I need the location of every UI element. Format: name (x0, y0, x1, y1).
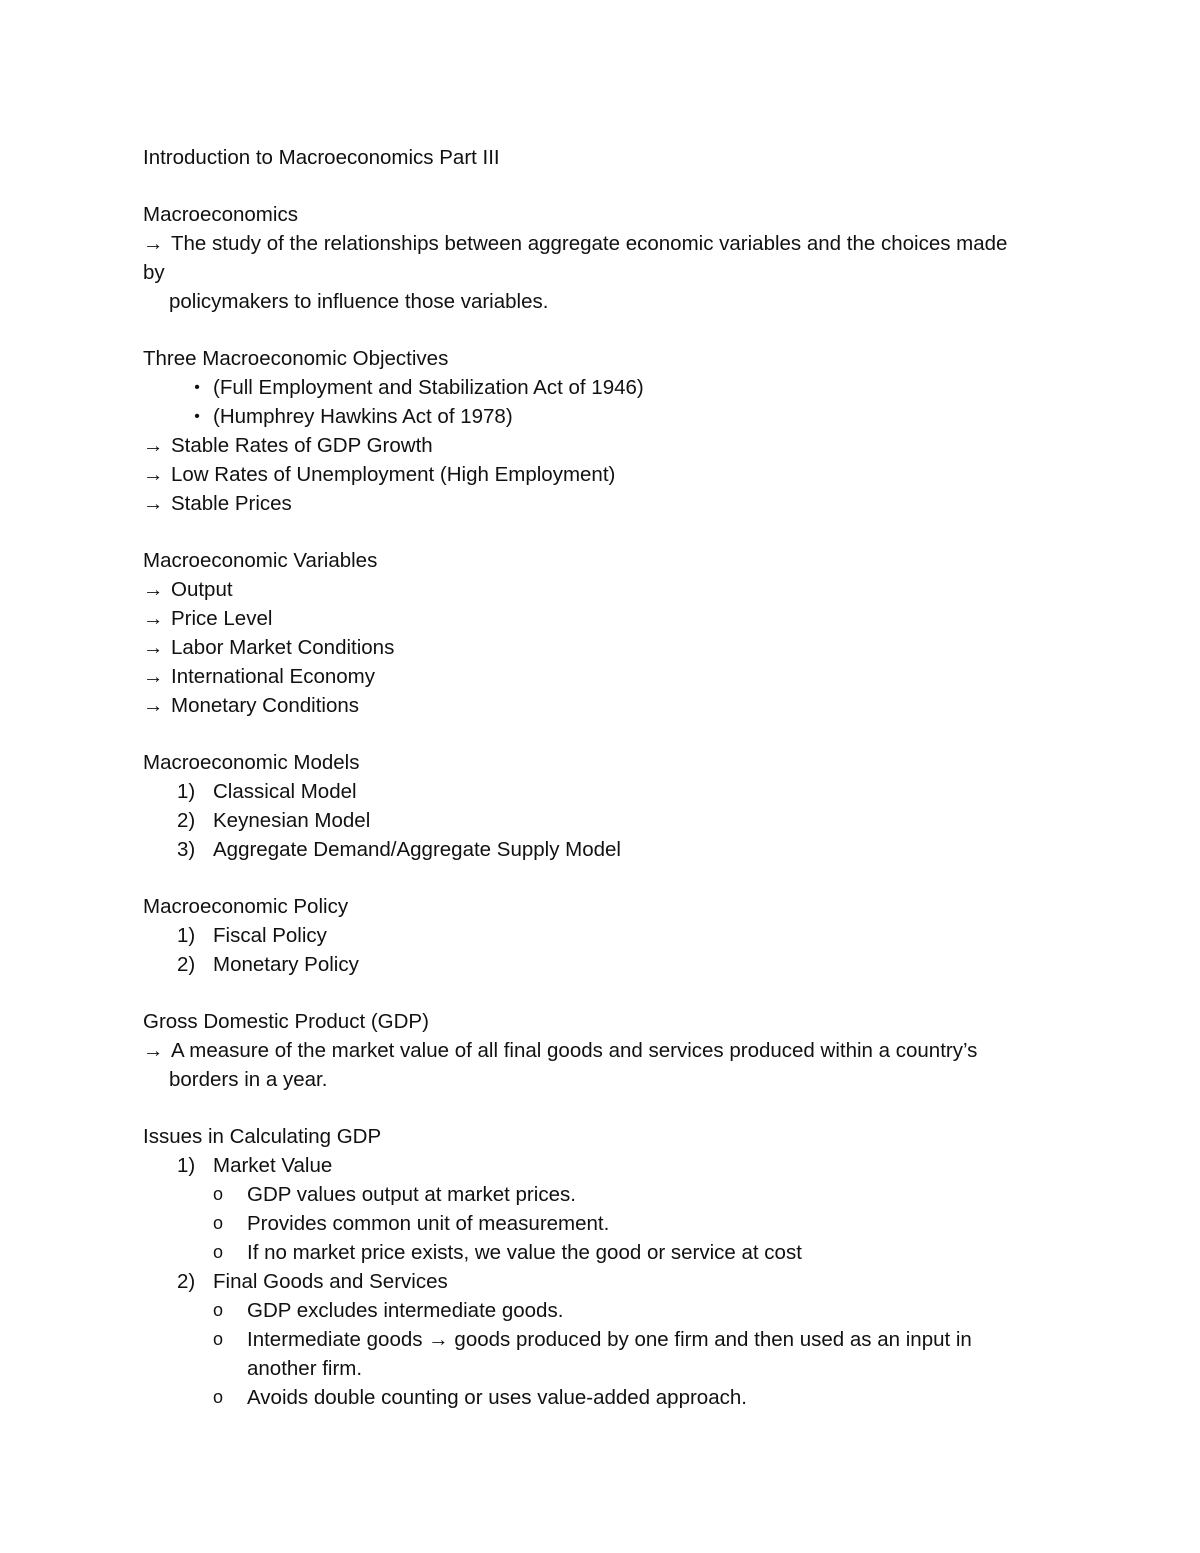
spacer (143, 518, 1063, 546)
circle-bullet-icon: o (213, 1213, 224, 1233)
list-item-act: • (Humphrey Hawkins Act of 1978) (143, 402, 1063, 431)
arrow-icon: → (143, 434, 164, 457)
list-number: 3) (177, 838, 196, 861)
section-heading-objectives: Three Macroeconomic Objectives (143, 347, 449, 370)
list-item-model: 3) Aggregate Demand/Aggregate Supply Model (143, 835, 1063, 864)
definition-text: The study of the relationships between aggregate economic variables and the choices made (171, 232, 1008, 255)
arrow-icon: → (143, 665, 164, 688)
spacer (143, 316, 1063, 344)
list-number: 2) (177, 1270, 196, 1293)
macro-definition-line-2: by (143, 261, 165, 284)
list-item-objective: → Stable Prices (143, 489, 1063, 518)
list-item-issue: 1) Market Value (143, 1151, 1063, 1180)
bullet-icon: • (194, 408, 200, 425)
list-item-objective: → Low Rates of Unemployment (High Employment) (143, 460, 1063, 489)
circle-bullet-icon: o (213, 1329, 224, 1349)
list-item-objective: → Stable Rates of GDP Growth (143, 431, 1063, 460)
spacer (143, 172, 1063, 200)
arrow-icon: → (143, 636, 164, 659)
circle-bullet-icon: o (213, 1242, 224, 1262)
sub-list-item: o Avoids double counting or uses value-added approach. (143, 1383, 1063, 1412)
sub-list-item: o Provides common unit of measurement. (143, 1209, 1063, 1238)
sub-list-item (143, 1325, 1063, 1383)
list-number: 2) (177, 953, 196, 976)
arrow-icon: → (143, 232, 164, 255)
document-page (143, 143, 1063, 1412)
circle-bullet-icon: o (213, 1300, 224, 1320)
term-definition: goods produced by one firm and then used as an input in another firm. (247, 1328, 972, 1380)
list-item-variable: → Price Level (143, 604, 1063, 633)
macro-definition-line-1 (143, 229, 1063, 258)
list-item-issue: 2) Final Goods and Services (143, 1267, 1063, 1296)
arrow-icon: → (143, 463, 164, 486)
document-title: Introduction to Macroeconomics Part III (143, 146, 500, 169)
gdp-definition-line-1: → A measure of the market value of all final goods and services produced within a country’s (143, 1036, 1063, 1065)
section-heading-models: Macroeconomic Models (143, 751, 360, 774)
arrow-icon: → (143, 694, 164, 717)
arrow-icon: → (143, 1039, 164, 1062)
bullet-icon: • (194, 379, 200, 396)
circle-bullet-icon: o (213, 1184, 224, 1204)
section-heading-gdp: Gross Domestic Product (GDP) (143, 1010, 429, 1033)
spacer (143, 864, 1063, 892)
list-item-model: 2) Keynesian Model (143, 806, 1063, 835)
term: Intermediate goods (247, 1328, 423, 1351)
arrow-icon: → (143, 578, 164, 601)
list-number: 1) (177, 1154, 196, 1177)
arrow-icon: → (143, 492, 164, 515)
list-item-variable: → Output (143, 575, 1063, 604)
list-item-policy: 1) Fiscal Policy (143, 921, 1063, 950)
spacer (143, 979, 1063, 1007)
list-item-act: • (Full Employment and Stabilization Act of 1946) (143, 373, 1063, 402)
section-heading-policy: Macroeconomic Policy (143, 895, 349, 918)
spacer (143, 720, 1063, 748)
circle-bullet-icon: o (213, 1387, 224, 1407)
sub-list-item: o GDP excludes intermediate goods. (143, 1296, 1063, 1325)
list-number: 2) (177, 809, 196, 832)
list-item-variable: → Labor Market Conditions (143, 633, 1063, 662)
section-heading-issues: Issues in Calculating GDP (143, 1125, 382, 1148)
section-heading-macroeconomics: Macroeconomics (143, 203, 298, 226)
arrow-icon: → (143, 607, 164, 630)
list-number: 1) (177, 924, 196, 947)
spacer (143, 1094, 1063, 1122)
list-number: 1) (177, 780, 196, 803)
list-item-variable: → International Economy (143, 662, 1063, 691)
section-heading-variables: Macroeconomic Variables (143, 549, 378, 572)
arrow-icon: → (428, 1328, 449, 1351)
gdp-definition-line-2: borders in a year. (169, 1068, 328, 1091)
sub-list-item: o If no market price exists, we value the good or service at cost (143, 1238, 1063, 1267)
macro-definition-line-3: policymakers to influence those variables. (169, 290, 549, 313)
list-item-variable: → Monetary Conditions (143, 691, 1063, 720)
list-item-policy: 2) Monetary Policy (143, 950, 1063, 979)
sub-list-item: o GDP values output at market prices. (143, 1180, 1063, 1209)
list-item-model: 1) Classical Model (143, 777, 1063, 806)
